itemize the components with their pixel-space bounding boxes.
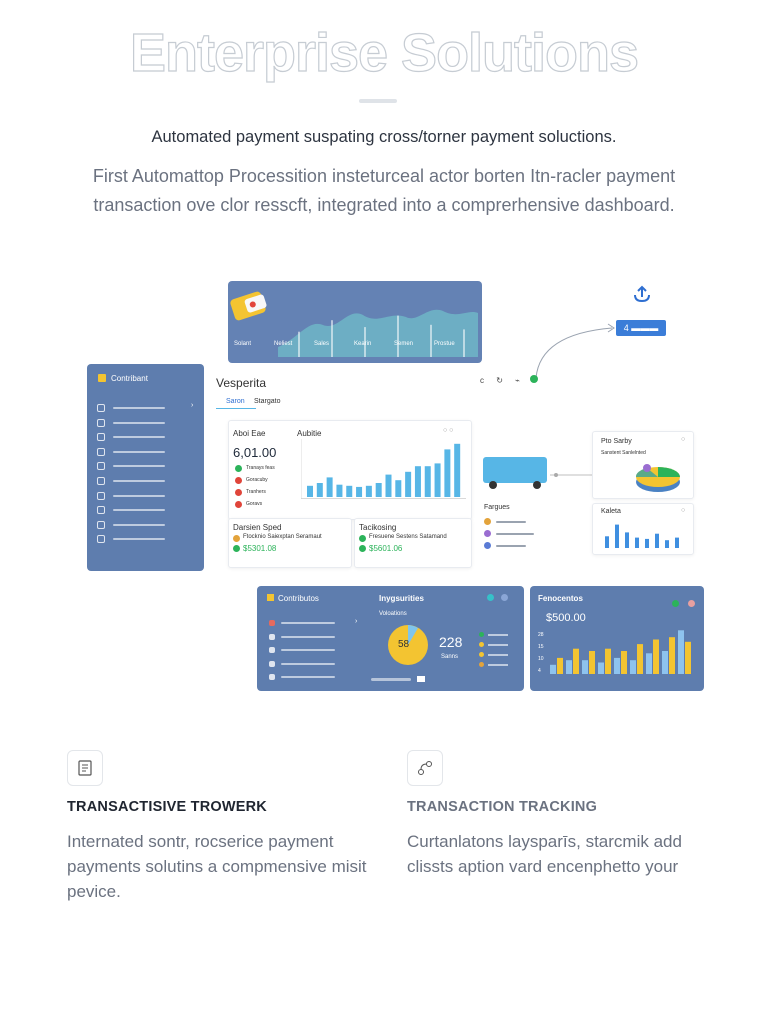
list-dot — [484, 542, 491, 549]
bar-yellow — [573, 649, 579, 674]
bar-blue — [678, 630, 684, 674]
small-bar — [635, 538, 639, 548]
legend-line — [488, 634, 508, 636]
main-bar — [376, 483, 382, 497]
logo-icon — [98, 374, 106, 382]
sidebar-item-icon — [97, 506, 105, 514]
sidebar-item-label — [113, 509, 165, 511]
document-icon — [76, 759, 94, 777]
sidebar-item-label — [113, 407, 165, 409]
sidebar-item-label[interactable] — [281, 676, 335, 678]
connector-arrow — [530, 322, 620, 382]
sidebar-item-icon — [269, 647, 275, 653]
side-value: 228 — [439, 634, 463, 650]
flow-icon — [416, 759, 434, 777]
sidebar-item-label — [113, 465, 165, 467]
feature-1-description: Internated sontr, rocserice payment payments solutins a compmensive misit pevice. — [67, 832, 367, 901]
truck-connector — [550, 470, 594, 480]
y-tick-label: 28 — [538, 632, 544, 638]
bar-yellow — [685, 642, 691, 674]
sidebar-item[interactable] — [97, 477, 197, 487]
sidebar-item-icon — [97, 448, 105, 456]
legend-line — [488, 644, 508, 646]
darsien-card — [228, 518, 352, 568]
tacikosing-row: Fresuene Sestens Satamand — [369, 534, 447, 540]
main-bar — [336, 485, 342, 497]
bar-blue — [662, 651, 668, 674]
sidebar-item-icon — [97, 462, 105, 470]
darsien-value: $5301.08 — [243, 544, 277, 553]
sidebar-item-icon — [269, 620, 275, 626]
tab-saron[interactable]: Saron — [226, 398, 245, 405]
tacikosing-card — [354, 518, 472, 568]
sidebar-item-icon — [97, 492, 105, 500]
main-bar — [356, 487, 362, 497]
main-bar — [405, 472, 411, 497]
sidebar-item-label — [113, 436, 165, 438]
top-chart-label: Neliest — [274, 341, 293, 347]
legend-dot — [235, 489, 242, 496]
sidebar-item-icon — [97, 404, 105, 412]
upload-badge[interactable]: 4 ▬▬▬ — [616, 320, 666, 336]
upload-icon-button[interactable] — [622, 278, 662, 310]
sidebar-item-icon — [97, 535, 105, 543]
legend-line — [488, 664, 508, 666]
refresh-icon[interactable]: ↻ — [496, 376, 503, 385]
top-chart-label: Solant — [234, 341, 252, 347]
main-bar — [346, 486, 352, 497]
top-chart-label: Prostue — [434, 341, 455, 347]
bar-blue — [630, 660, 636, 674]
sidebar-item-label — [113, 538, 165, 540]
more-icon[interactable]: ○ — [681, 507, 686, 514]
small-bar — [605, 536, 609, 548]
sidebar-item[interactable] — [97, 404, 197, 414]
status-dot-icons — [672, 594, 695, 612]
sidebar-item-label — [113, 451, 165, 453]
sub-title: Inygsurities — [379, 594, 424, 603]
tab-stargato[interactable]: Stargato — [254, 398, 281, 405]
top-chart-card[interactable] — [228, 281, 482, 363]
feature-2-description: Curtanlatons laysparīs, starcmik add clissts aption vard encenphetto your — [407, 832, 682, 876]
bar-yellow — [621, 651, 627, 674]
bar-yellow — [557, 658, 563, 674]
status-dot — [359, 545, 366, 552]
legend-dot — [479, 642, 484, 647]
top-chart-label: Semen — [394, 341, 414, 347]
bar-blue — [598, 663, 604, 675]
sidebar-item-icon — [97, 477, 105, 485]
stat-value: 6,01.00 — [233, 445, 277, 460]
small-bar — [625, 532, 629, 548]
hero-description: First Automattop Processition insteturceal actor borten Itn-racler payment transaction ove clor resscft, integrated into a comprerhensive dashboard. — [92, 166, 676, 215]
pie-title: Pto Sarby — [601, 438, 632, 445]
small-bar-card — [592, 503, 694, 555]
feature-1-card-icon — [67, 750, 103, 786]
fargues-title: Fargues — [484, 504, 510, 511]
logo-icon — [267, 594, 274, 601]
feature-2-title: TRANSACTION TRACKING — [407, 799, 598, 815]
sidebar-item-label[interactable] — [281, 663, 335, 665]
sidebar-item-icon — [97, 419, 105, 427]
bar-blue — [614, 658, 620, 674]
list-dot — [484, 518, 491, 525]
side-label: Sanns — [441, 654, 459, 660]
small-bar — [665, 540, 669, 548]
bar-blue — [550, 665, 556, 674]
tacikosing-value: $5601.06 — [369, 544, 403, 553]
legend-label: Tranays feas — [246, 465, 275, 471]
main-bar-chart — [301, 439, 466, 499]
main-bar — [425, 466, 431, 497]
small-bar — [615, 525, 619, 548]
settings-icon[interactable]: ⌁ — [515, 376, 520, 385]
donut-value: 58 — [398, 639, 410, 650]
small-bar — [675, 538, 679, 548]
value: $500.00 — [546, 612, 586, 624]
pie-row: Sanstent Sanlelnted — [601, 450, 646, 456]
sidebar-item-label[interactable] — [281, 649, 335, 651]
hero-divider — [359, 99, 397, 103]
sidebar-item-label — [113, 524, 165, 526]
sidebar-item[interactable] — [97, 492, 197, 502]
bottom-right-title: Fenocentos — [538, 594, 583, 603]
feature-1-title: TRANSACTISIVE TROWERK — [67, 799, 267, 815]
sidebar-item-label — [113, 480, 165, 482]
legend-dot — [235, 465, 242, 472]
sidebar-item-label[interactable] — [281, 636, 335, 638]
sidebar-item[interactable] — [97, 448, 197, 458]
credit-card-icon — [229, 291, 266, 322]
stat-label: Aboi Eae — [233, 429, 266, 438]
list-line — [496, 533, 534, 535]
main-bar — [395, 480, 401, 497]
sidebar-item[interactable] — [97, 535, 197, 545]
white-chip — [417, 676, 425, 682]
main-bar — [444, 449, 450, 497]
status-dot — [233, 545, 240, 552]
sub-label: Voloations — [379, 611, 407, 617]
legend-label: Goracuby — [246, 477, 268, 483]
small-bar-chart — [601, 518, 689, 550]
bar-yellow — [637, 644, 643, 674]
bottom-left-panel — [257, 586, 524, 691]
main-bar — [415, 466, 421, 497]
sidebar-item-icon — [269, 661, 275, 667]
main-bar — [307, 486, 313, 497]
hero-subtitle: Automated payment suspating cross/torner payment soluctions. — [151, 128, 617, 146]
small-bar-title: Kaleta — [601, 508, 621, 515]
legend-label: Goravs — [246, 501, 263, 507]
sidebar-item[interactable] — [97, 462, 197, 472]
sidebar-item-label — [113, 422, 165, 424]
c-icon[interactable]: c — [480, 376, 484, 385]
bar-yellow — [589, 651, 595, 674]
pie-card — [592, 431, 694, 499]
stats-card — [228, 420, 472, 520]
sidebar-item-icon — [97, 521, 105, 529]
darsien-title: Darsien Sped — [233, 523, 282, 532]
bar-blue — [646, 653, 652, 674]
feature-2-card-icon — [407, 750, 443, 786]
bottom-right-panel — [530, 586, 704, 691]
main-bar — [435, 463, 441, 497]
sidebar-item-icon — [269, 674, 275, 680]
main-bar — [386, 475, 392, 497]
teal-dot-icon — [487, 594, 494, 601]
sidebar-item-label[interactable] — [281, 622, 335, 624]
sidebar-item-icon — [269, 634, 275, 640]
main-bar — [317, 483, 323, 497]
top-chart-label: Kearin — [354, 341, 372, 347]
legend-dot — [235, 477, 242, 484]
legend-dot — [479, 662, 484, 667]
main-bar — [454, 444, 460, 497]
small-bar — [655, 534, 659, 548]
small-bar — [645, 539, 649, 548]
status-dot — [359, 535, 366, 542]
sidebar-item-icon — [97, 433, 105, 441]
bar-yellow — [605, 649, 611, 674]
bar-yellow — [653, 640, 659, 675]
hero-title: Enterprise Solutions — [129, 23, 639, 83]
sidebar-panel — [87, 364, 204, 571]
main-bar — [366, 486, 372, 497]
sidebar-item[interactable] — [97, 521, 197, 531]
y-tick-label: 15 — [538, 644, 544, 650]
truck-illustration — [483, 457, 548, 491]
bottom-left-title: Contributos — [278, 594, 319, 603]
legend-label: Tranhers — [246, 489, 266, 495]
y-tick-label: 4 — [538, 668, 541, 674]
status-dot-icons — [487, 594, 508, 603]
list-line — [496, 521, 526, 523]
grouped-bar-chart — [550, 628, 700, 678]
chart-label: Aubitie — [297, 429, 322, 438]
toolbar-icons — [480, 375, 560, 387]
pie-chart-3d — [633, 460, 683, 494]
tacikosing-title: Tacikosing — [359, 523, 397, 532]
y-tick-label: 10 — [538, 656, 544, 662]
list-dot — [484, 530, 491, 537]
bar-yellow — [669, 637, 675, 674]
sidebar-title: Contribant — [111, 374, 148, 383]
bar-blue — [566, 660, 572, 674]
top-chart-label: Sales — [314, 341, 330, 347]
chevron-right-icon: › — [191, 402, 194, 409]
more-icon[interactable]: ○ ○ — [443, 427, 454, 434]
legend-dot — [479, 652, 484, 657]
bar-blue — [582, 660, 588, 674]
legend-dot — [479, 632, 484, 637]
legend-line — [488, 654, 508, 656]
sidebar-item[interactable] — [97, 433, 197, 443]
sidebar-item[interactable] — [97, 419, 197, 429]
list-line — [496, 545, 526, 547]
sidebar-item[interactable] — [97, 506, 197, 516]
main-bar — [327, 477, 333, 497]
chevron-right-icon: › — [355, 618, 358, 625]
green-dot-icon — [672, 600, 679, 607]
tab-active-underline — [216, 408, 256, 409]
sidebar-item-label — [113, 495, 165, 497]
darsien-row: Ftocknio Saiexptan Seramaut — [243, 534, 322, 540]
legend-dot — [235, 501, 242, 508]
status-dot — [233, 535, 240, 542]
main-title: Vesperita — [216, 376, 267, 390]
more-icon[interactable]: ○ — [681, 436, 686, 443]
gear-icon[interactable] — [501, 594, 508, 601]
fargues-list — [484, 504, 564, 564]
progress-line — [371, 678, 411, 681]
gear-icon[interactable] — [688, 600, 695, 607]
status-dot-icon — [530, 375, 538, 383]
